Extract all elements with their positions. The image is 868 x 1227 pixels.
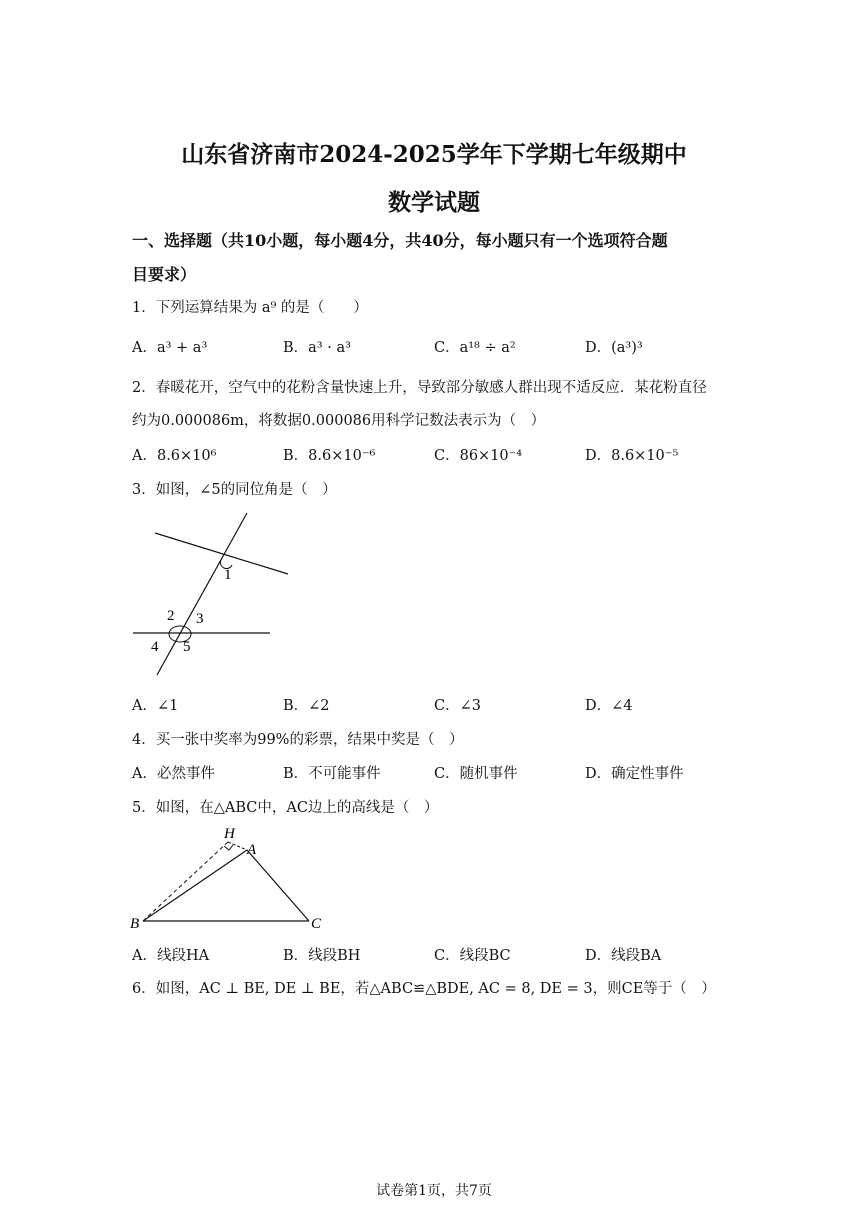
section-heading-line2: 目要求） xyxy=(132,265,197,284)
angle-label-5: 5 xyxy=(183,639,191,655)
point-label-b: B xyxy=(130,916,140,932)
question-6-stem: 6．如图，AC ⊥ BE, DE ⊥ BE，若△ABC≌△BDE, AC = 8, DE = 3，则CE等于（ ） xyxy=(132,981,716,997)
question-1-option-a[interactable]: A．a³ + a³ xyxy=(132,340,208,356)
angle-label-4: 4 xyxy=(151,639,159,655)
segment-ac xyxy=(247,850,309,921)
question-4-stem: 4．买一张中奖率为99%的彩票，结果中奖是（ ） xyxy=(132,732,464,748)
angle-label-3: 3 xyxy=(196,611,204,627)
question-1-stem: 1．下列运算结果为 a⁹ 的是（ ） xyxy=(132,300,368,316)
question-1-option-b[interactable]: B．a³ · a³ xyxy=(283,340,351,356)
question-2-option-d[interactable]: D．8.6×10⁻⁵ xyxy=(585,448,679,464)
question-1-option-d[interactable]: D．(a³)³ xyxy=(585,340,643,356)
angle-label-2: 2 xyxy=(167,608,175,624)
question-3-option-d[interactable]: D．∠4 xyxy=(585,698,633,714)
question-5-stem: 5．如图，在△ABC中，AC边上的高线是（ ） xyxy=(132,800,439,816)
question-3-stem: 3．如图，∠5的同位角是（ ） xyxy=(132,482,337,498)
question-5-option-d[interactable]: D．线段BA xyxy=(585,948,662,964)
question-2-option-c[interactable]: C．86×10⁻⁴ xyxy=(434,448,523,464)
point-label-a: A xyxy=(247,842,257,858)
question-2-stem-line2: 约为0.000086m，将数据0.000086用科学记数法表示为（ ） xyxy=(132,413,546,429)
question-5-option-a[interactable]: A．线段HA xyxy=(132,948,210,964)
exam-subtitle: 数学试题 xyxy=(388,189,480,216)
point-label-c: C xyxy=(311,916,322,932)
page-footer: 试卷第1页，共7页 xyxy=(376,1183,492,1199)
segment-ba xyxy=(143,850,247,921)
transversal-upper-line xyxy=(155,533,288,574)
question-4-option-c[interactable]: C．随机事件 xyxy=(434,766,518,782)
question-2-option-a[interactable]: A．8.6×10⁶ xyxy=(132,448,217,464)
section-heading-line1: 一、选择题（共10小题，每小题4分，共40分，每小题只有一个选项符合题 xyxy=(132,231,668,250)
question-5-option-b[interactable]: B．线段BH xyxy=(283,948,361,964)
question-2-stem-line1: 2．春暖花开，空气中的花粉含量快速上升，导致部分敏感人群出现不适反应．某花粉直径 xyxy=(132,380,707,396)
segment-bh-dashed xyxy=(143,842,228,921)
right-angle-mark xyxy=(224,845,233,850)
question-3-option-c[interactable]: C．∠3 xyxy=(434,698,481,714)
question-4-option-d[interactable]: D．确定性事件 xyxy=(585,766,684,782)
question-4-option-a[interactable]: A．必然事件 xyxy=(132,766,215,782)
question-5-option-c[interactable]: C．线段BC xyxy=(434,948,511,964)
question-2-option-b[interactable]: B．8.6×10⁻⁶ xyxy=(283,448,376,464)
question-3-option-b[interactable]: B．∠2 xyxy=(283,698,330,714)
exam-title: 山东省济南市2024-2025学年下学期七年级期中 xyxy=(181,141,687,168)
question-1-option-c[interactable]: C．a¹⁸ ÷ a² xyxy=(434,340,516,356)
question-3-figure xyxy=(125,508,300,683)
segment-ha-dashed xyxy=(228,842,247,850)
angle-label-1: 1 xyxy=(224,567,232,583)
question-5-figure xyxy=(125,822,335,934)
point-label-h: H xyxy=(224,826,235,842)
question-4-option-b[interactable]: B．不可能事件 xyxy=(283,766,381,782)
question-3-option-a[interactable]: A．∠1 xyxy=(132,698,179,714)
